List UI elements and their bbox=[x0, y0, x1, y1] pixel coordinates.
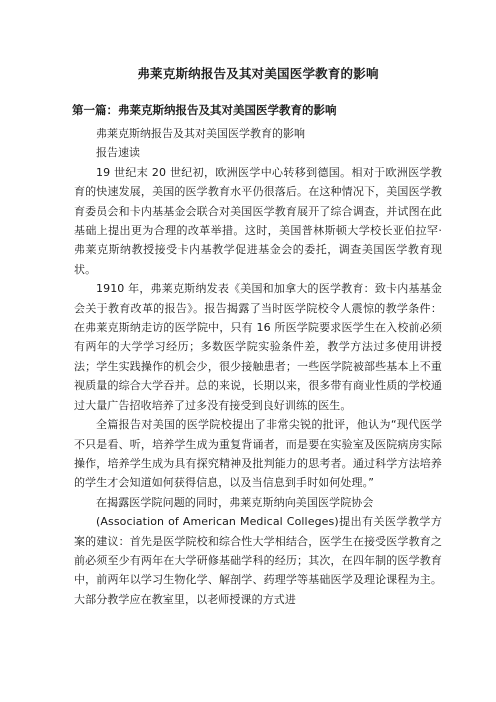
paragraph: (Association of American Medical Colleges)提出有关医学教学方案的建议：首先是医学院校和综合性大学相结合，医学生在接受医学教育之前必须至少有两年在大学研修基础学科的经历；其次，在四年制的医学教育中，前两年以学习生物化学、解剖学、药理学等基础医学及理论课程为主。大部分教学应在教室里，以老师授课的方式进 bbox=[74, 515, 442, 606]
subtitle: 弗莱克斯纳报告及其对美国医学教育的影响 bbox=[96, 127, 305, 140]
section-label: 报告速读 bbox=[96, 146, 140, 160]
paragraph: 全篇报告对美国的医学院校提出了非常尖锐的批评，他认为“现代医学不只是看、听，培养学生成为重复背诵者，而是要在实验室及医院病房实际操作，培养学生成为具有探究精神及批判能力的思考者。通过科学方法培养的学生才会知道如何获得信息，以及当信息到手时如何处理。” bbox=[74, 418, 442, 490]
paragraph: 19 世纪末 20 世纪初，欧洲医学中心转移到德国。相对于欧洲医学教育的快速发展，美国的医学教育水平仍很落后。在这种情况下，美国医学教育委员会和卡内基基金会联合对美国医学教育展开了综合调查，并试图在此基础上提出更为合理的改革举措。这时，美国普林斯顿大学校长亚伯拉罕·弗莱克斯纳教授接受卡内基教学促进基金会的委托，调查美国医学教育现状。 bbox=[74, 165, 442, 276]
document-title: 弗莱克斯纳报告及其对美国医学教育的影响 bbox=[137, 66, 379, 81]
paragraph: 在揭露医学院问题的同时，弗莱克斯纳向美国医学院协会 bbox=[96, 495, 374, 509]
section-heading: 第一篇：弗莱克斯纳报告及其对美国医学教育的影响 bbox=[72, 103, 337, 117]
paragraph: 1910 年，弗莱克斯纳发表《美国和加拿大的医学教育：致卡内基基金会关于教育改革的报告》。报告揭露了当时医学院校令人震惊的教学条件：在弗莱克斯纳走访的医学院中，只有 16 所医学院要求医学生在入校前必须有两年的大学学习经历；多数医学院实验条件差，教学方法过多使用讲授法；学生实践操作的机会少，很少接触患者；一些医学院被部些基本上不重视质量的综合大学吞并。总的来说，长期以来，很多带有商业性质的学校通过大量广告招收培养了过多没有接受到良好训练的医生。 bbox=[74, 282, 442, 412]
